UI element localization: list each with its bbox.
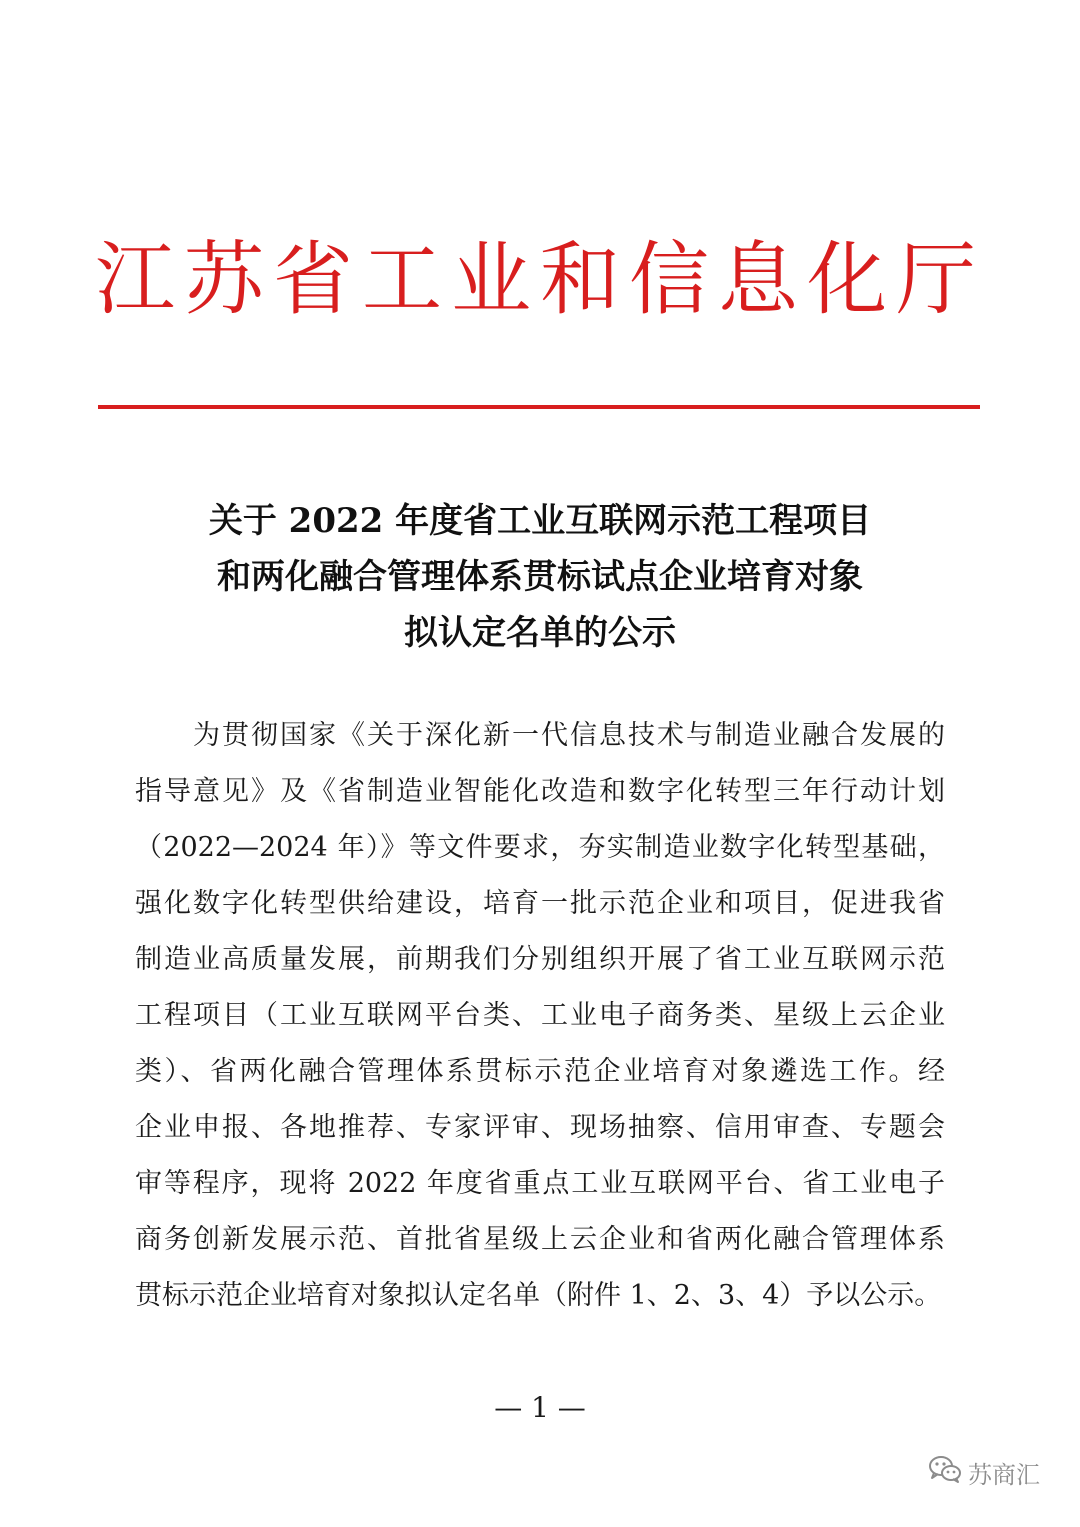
body-line: 类）、省两化融合管理体系贯标示范企业培育对象遴选工作。经 [135, 1056, 945, 1087]
body-line: 指导意见》及《省制造业智能化改造和数字化转型三年行动计划 [135, 776, 945, 807]
body-line: 工程项目（工业互联网平台类、工业电子商务类、星级上云企业 [135, 1000, 945, 1031]
body-line: 审等程序，现将 2022 年度省重点工业互联网平台、省工业电子 [135, 1168, 945, 1199]
issuer-masthead: 江苏省工业和信息化厅 [95, 233, 985, 326]
body-line: 强化数字化转型供给建设，培育一批示范企业和项目，促进我省 [135, 888, 945, 919]
document-title [0, 493, 1080, 661]
wechat-icon [928, 1454, 968, 1490]
account-watermark [928, 1452, 1040, 1492]
title-line-3: 拟认定名单的公示 [404, 613, 676, 653]
body-paragraph [135, 708, 945, 1324]
body-line: 企业申报、各地推荐、专家评审、现场抽察、信用审查、专题会 [135, 1112, 945, 1143]
body-line: 商务创新发展示范、首批省星级上云企业和省两化融合管理体系 [135, 1224, 945, 1255]
page-number: — 1 — [494, 1391, 586, 1424]
body-line: 为贯彻国家《关于深化新一代信息技术与制造业融合发展的 [135, 720, 945, 751]
red-divider-rule [98, 405, 980, 409]
body-line: 制造业高质量发展，前期我们分别组织开展了省工业互联网示范 [135, 944, 945, 975]
body-line: 贯标示范企业培育对象拟认定名单（附件 1、2、3、4）予以公示。 [135, 1280, 942, 1311]
title-line-1: 关于 2022 年度省工业互联网示范工程项目 [208, 501, 872, 541]
title-line-2: 和两化融合管理体系贯标试点企业培育对象 [217, 557, 863, 597]
watermark-label: 苏商汇 [968, 1460, 1040, 1489]
body-line: （2022—2024 年）》等文件要求，夯实制造业数字化转型基础， [135, 832, 945, 863]
